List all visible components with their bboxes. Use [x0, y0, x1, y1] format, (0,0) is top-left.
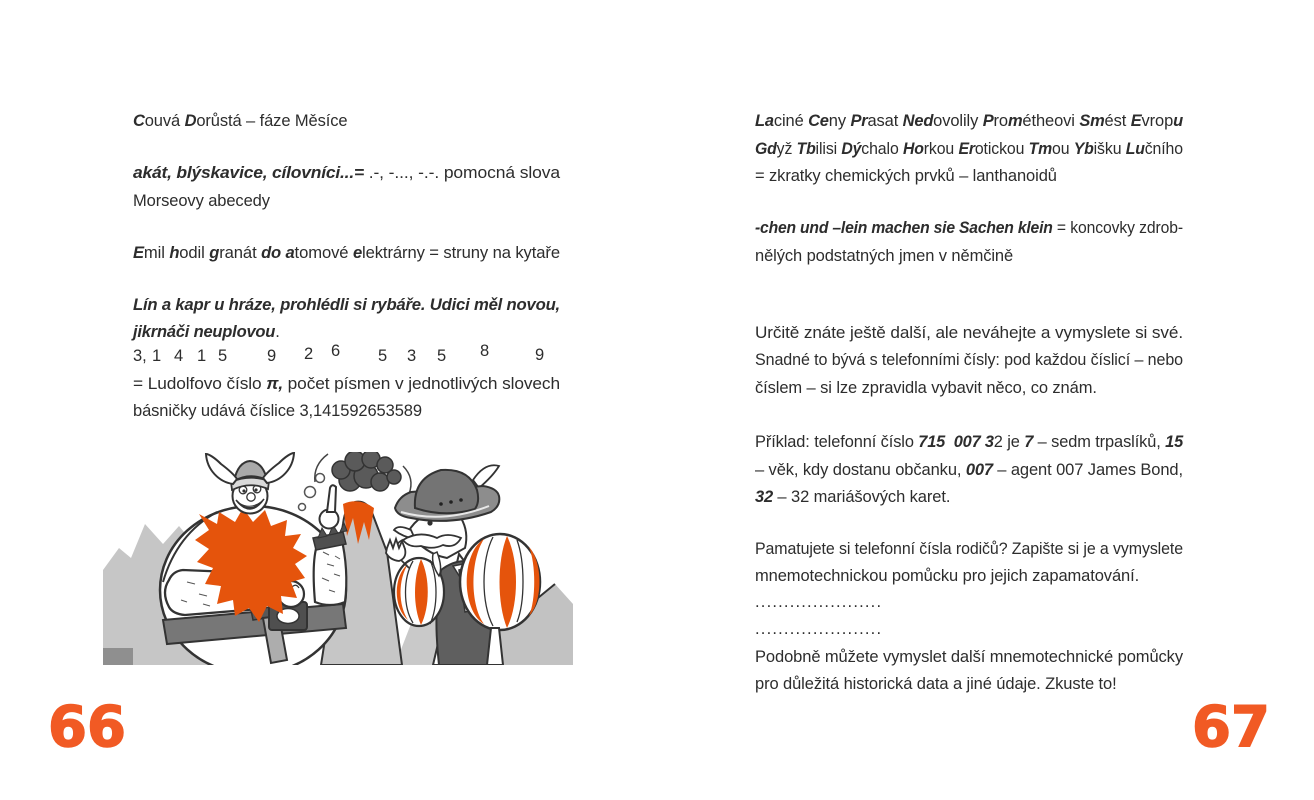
telephone-number-example-line: – věk, kdy dostanu občanku, 007 – agent 007 James Bond, — [755, 460, 1183, 479]
viking-conquistador-volcano-illustration — [103, 452, 573, 665]
dotted-line-2-line: ...................... — [755, 620, 883, 638]
closing-encouragement-line: Podobně můžete vymyslet další mnemotechnické pomůcky — [755, 647, 1183, 666]
viking-character — [160, 453, 347, 665]
helmet-horn-left — [206, 454, 237, 484]
pi-explanation — [133, 371, 560, 426]
pi-digit: 2 — [304, 344, 314, 363]
left-page-text-column — [133, 108, 560, 426]
pi-poem — [133, 292, 560, 347]
remember-parents-numbers — [755, 536, 1183, 591]
pi-digit: 8 — [480, 341, 490, 360]
closing-encouragement — [755, 644, 1183, 699]
moon-phase-mnemonic — [133, 108, 560, 136]
pi-explanation-line: básničky udává číslice 3,141592653589 — [133, 402, 422, 420]
shrugging-hand — [386, 539, 405, 561]
right-page-text-column — [755, 108, 1183, 699]
helmet-horn-right — [263, 453, 294, 483]
telephone-numbers-intro — [755, 320, 1183, 403]
morse-code-mnemonic-line: Morseovy abecedy — [133, 191, 270, 210]
pi-poem-line: jikrnáči neuplovou. — [133, 323, 280, 341]
pi-digit: 9 — [267, 346, 277, 365]
pi-digit-row — [133, 343, 560, 369]
guitar-strings-mnemonic — [133, 240, 560, 268]
pi-digit: 3 — [407, 346, 417, 365]
telephone-number-example-line: Příklad: telefonní číslo 715 007 32 je 7 – sedm trpaslíků, 15 — [755, 433, 1183, 451]
german-diminutives-mnemonic — [755, 215, 1183, 270]
pi-poem-line: Lín a kapr u hráze, prohlédli si rybáře. Udici měl novou, — [133, 295, 560, 314]
pi-digit: 5 — [437, 346, 447, 365]
dotted-line-1 — [755, 589, 1183, 617]
telephone-numbers-intro-line: Určitě znáte ještě další, ale neváhejte a vymyslete si své. — [755, 323, 1183, 342]
lanthanoids-mnemonic — [755, 108, 1183, 191]
lanthanoids-mnemonic-line: Laciné Ceny Prasat Nedovolily Prométheovi Smést Evropu — [755, 112, 1183, 130]
pi-digit: 1 — [197, 346, 207, 365]
pi-digit: 1 — [152, 346, 162, 365]
remember-parents-numbers-line: Pamatujete si telefonní čísla rodičů? Zapište si je a vymyslete — [755, 539, 1183, 558]
morse-code-mnemonic — [133, 160, 560, 215]
remember-parents-numbers-line: mnemotechnickou pomůcku pro jejich zapamatování. — [755, 567, 1140, 585]
pi-digit: 9 — [535, 345, 545, 364]
dotted-line-2 — [755, 616, 1183, 644]
hat-dome — [415, 470, 478, 513]
pi-digit: 4 — [174, 346, 184, 365]
page-number-left: 66 — [48, 695, 126, 760]
lanthanoids-mnemonic-line: Gdyž Tbilisi Dýchalo Horkou Erotickou Tmou Ybišku Lučního — [755, 139, 1183, 158]
pi-digit: 6 — [331, 341, 341, 360]
telephone-number-example-line: 32 – 32 mariášových karet. — [755, 488, 951, 506]
telephone-number-example — [755, 429, 1183, 512]
pointing-finger — [327, 485, 336, 512]
guitar-strings-mnemonic-line: Emil hodil granát do atomové elektrárny = struny na kytaře — [133, 243, 560, 262]
moon-phase-mnemonic-line: Couvá Dorůstá – fáze Měsíce — [133, 112, 348, 130]
pi-digit: 5 — [218, 346, 228, 365]
german-diminutives-mnemonic-line: -chen und –lein machen sie Sachen klein = koncovky zdrob- — [755, 219, 1183, 237]
white-mustache — [403, 534, 461, 547]
pi-digit: 3, — [133, 346, 147, 365]
german-diminutives-mnemonic-line: nělých podstatných jmen v němčině — [755, 246, 1014, 265]
telephone-numbers-intro-line: číslem – si lze zpravidla vybavit něco, co znám. — [755, 378, 1097, 397]
page-number-right: 67 — [1192, 695, 1270, 760]
telephone-numbers-intro-line: Snadné to bývá s telefonními čísly: pod každou číslicí – nebo — [755, 351, 1183, 369]
morse-code-mnemonic-line: akát, blýskavice, cílovníci...= .-, -..., -.-. pomocná slova — [133, 164, 560, 182]
lanthanoids-mnemonic-line: = zkratky chemických prvků – lanthanoidů — [755, 167, 1057, 185]
hat-plume — [473, 465, 499, 488]
closing-encouragement-line: pro důležitá historická data a jiné údaje. Zkuste to! — [755, 675, 1117, 693]
pi-digit: 5 — [378, 346, 388, 365]
dotted-line-1-line: ...................... — [755, 592, 883, 611]
pi-explanation-line: = Ludolfovo číslo π, počet písmen v jednotlivých slovech — [133, 374, 560, 393]
